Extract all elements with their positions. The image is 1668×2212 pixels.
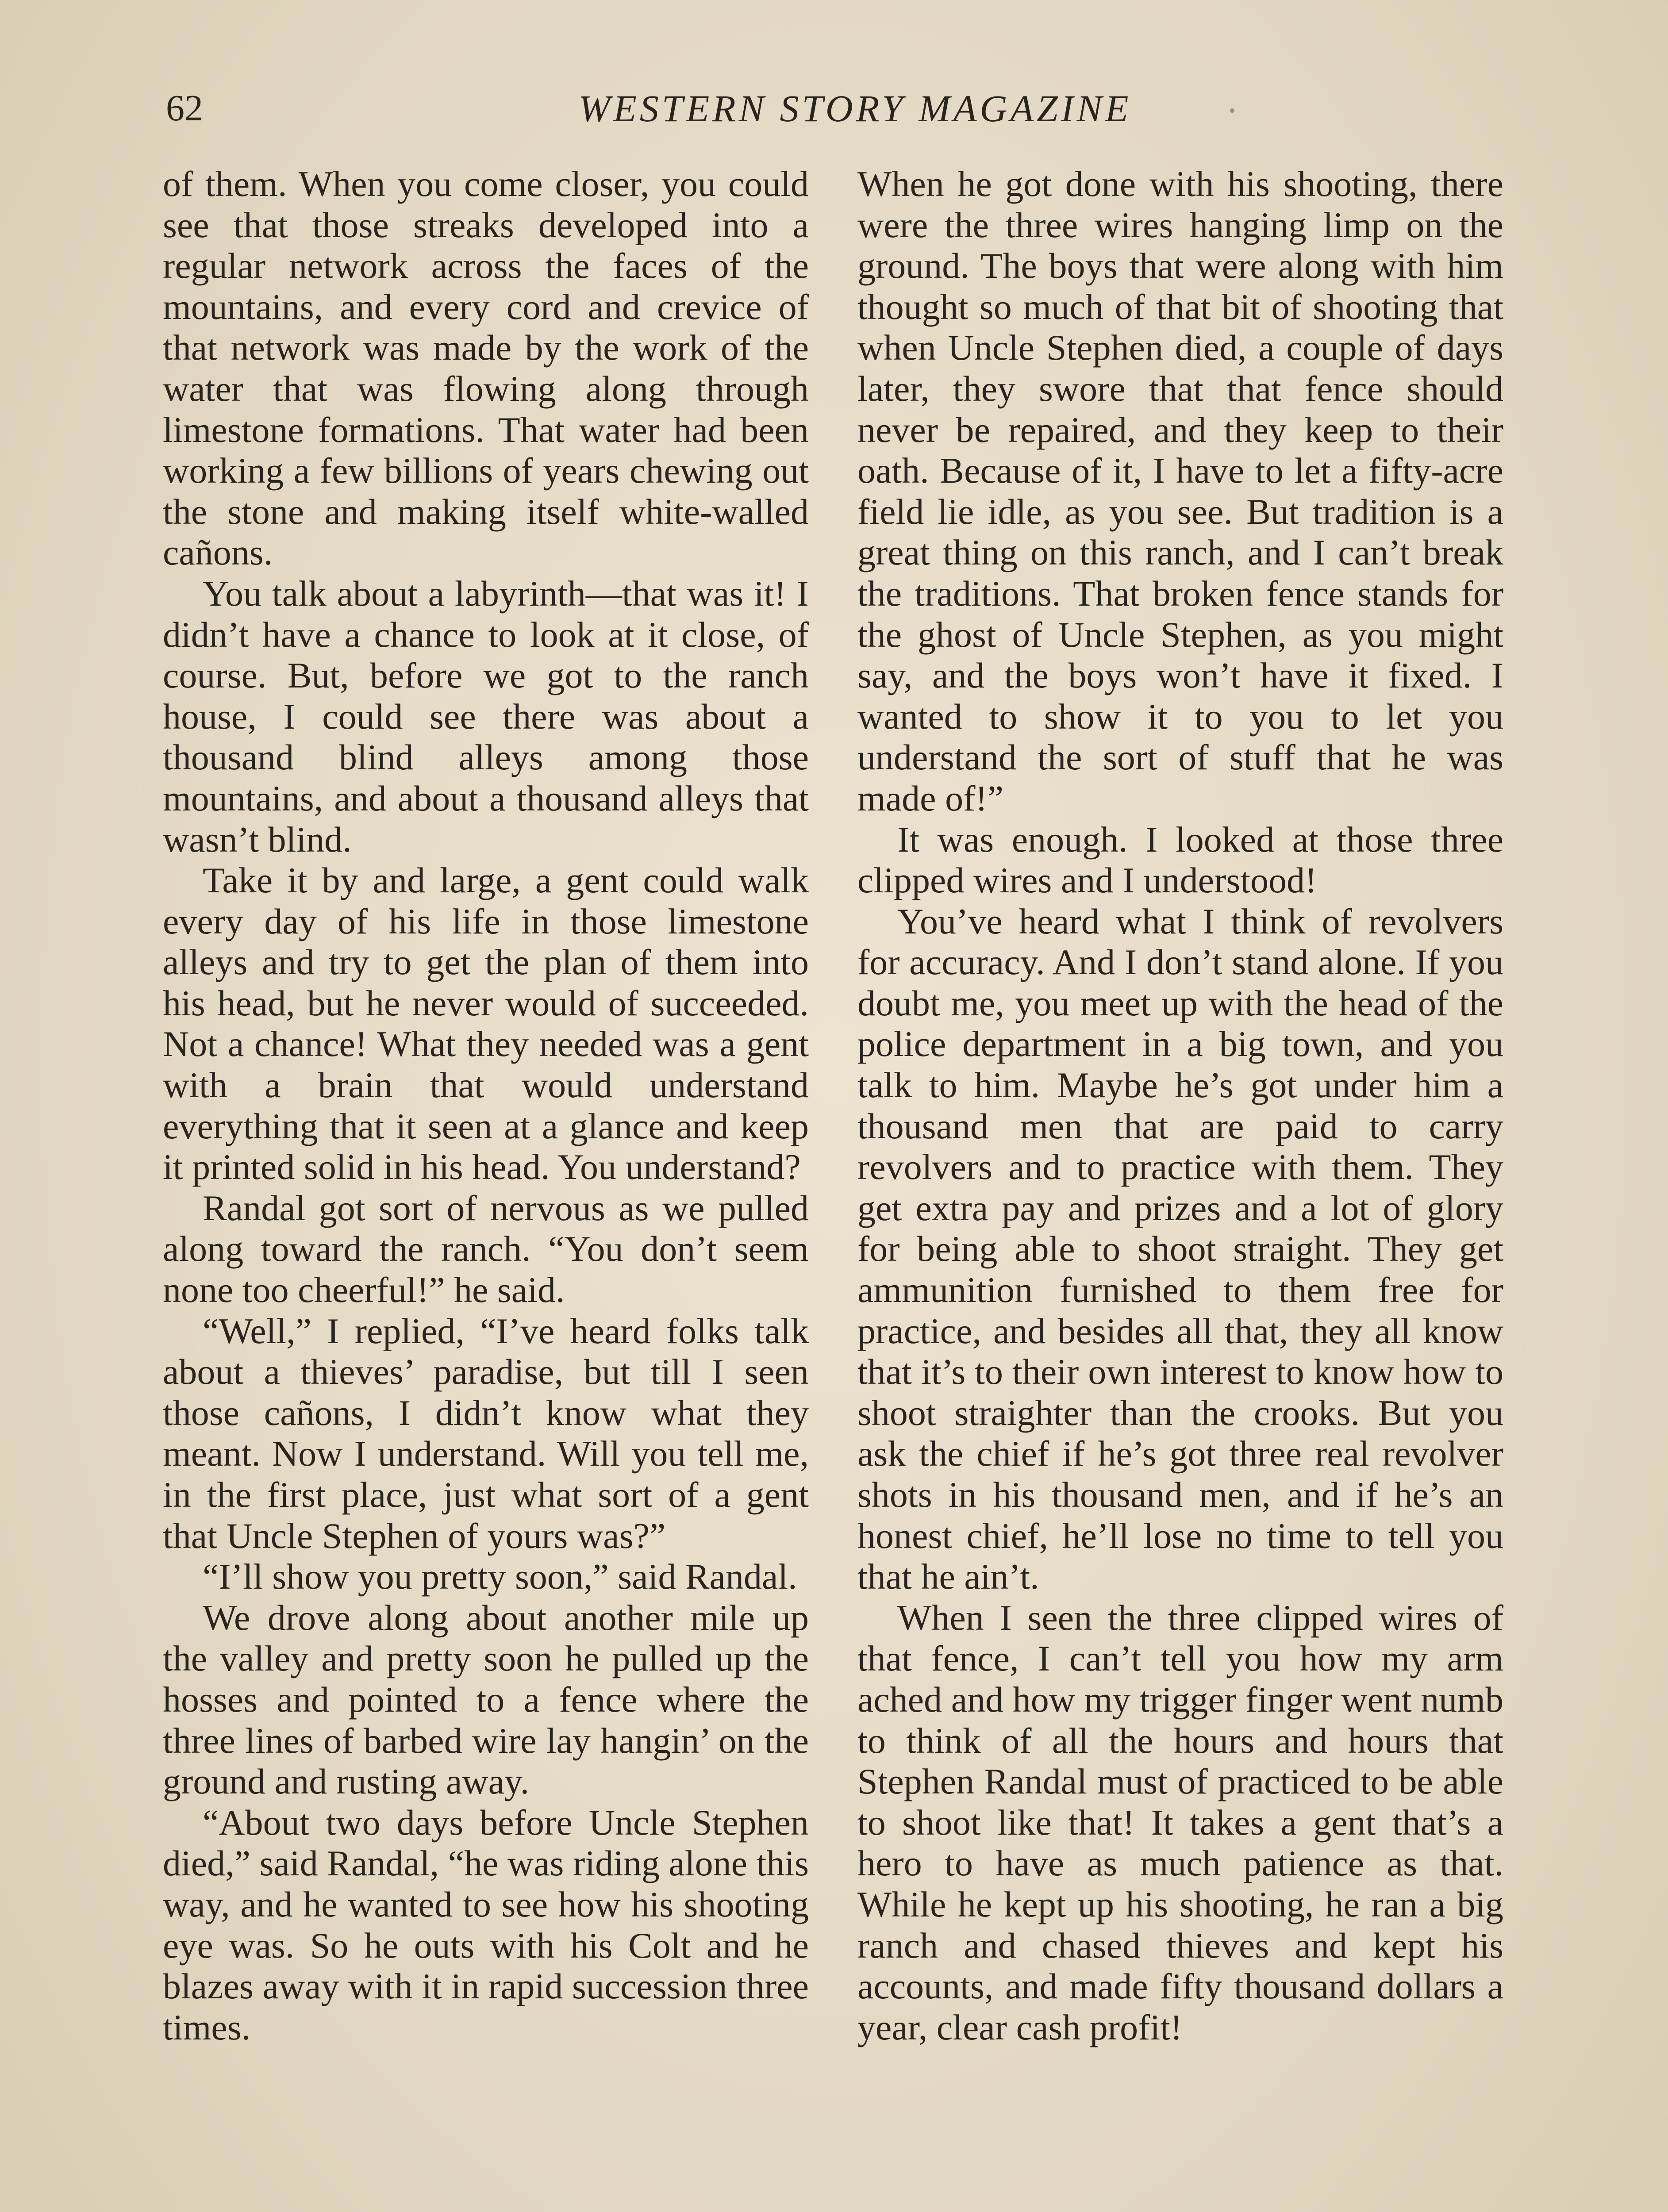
paragraph: “Well,” I replied, “I’ve heard folks talk about a thieves’ paradise, but till I seen those cañons, I didn’t know what they meant. Now I understand. Will you tell me, in the first place, just what sort of a gent that Uncle Stephen of yours was?” bbox=[163, 1310, 809, 1556]
running-title: WESTERN STORY MAGAZINE bbox=[578, 87, 1132, 130]
paragraph: You’ve heard what I think of revolvers for accuracy. And I don’t stand alone. If you doubt me, you meet up with the head of the police department in a big town, and you talk to him. Maybe he’s got under him a thousand men that are paid to carry revolvers and to practice with them. They get extra pay and prizes and a lot of glory for being able to shoot straight. They get ammunition furnished to them free for practice, and besides all that, they all know that it’s to their own interest to know how to shoot straighter than the crooks. But you ask the chief if he’s got three real revolver shots in his thousand men, and if he’s an honest chief, he’ll lose no time to tell you that he ain’t. bbox=[857, 901, 1503, 1597]
paragraph: When I seen the three clipped wires of that fence, I can’t tell you how my arm ached and how my trigger finger went numb to think of all the hours and hours that Stephen Randal must of practiced to be able to shoot like that! It takes a gent that’s a hero to have as much patience as that. While he kept up his shooting, he ran a big ranch and chased thieves and kept his accounts, and made fifty thousand dollars a year, clear cash profit! bbox=[857, 1597, 1503, 2047]
paragraph: It was enough. I looked at those three clipped wires and I understood! bbox=[857, 819, 1503, 901]
paragraph: You talk about a labyrinth—that was it! I didn’t have a chance to look at it close, of course. But, before we got to the ranch house, I could see there was about a thousand blind alleys among those mountains, and about a thousand alleys that wasn’t blind. bbox=[163, 573, 809, 860]
page-number: 62 bbox=[166, 88, 203, 129]
paragraph: We drove along about another mile up the valley and pretty soon he pulled up the hosses and pointed to a fence where the three lines of barbed wire lay hangin’ on the ground and rusting away. bbox=[163, 1597, 809, 1802]
left-text-column bbox=[163, 164, 809, 2048]
paragraph: “I’ll show you pretty soon,” said Randal. bbox=[203, 1556, 797, 1597]
paper-speck bbox=[1230, 108, 1234, 113]
paragraph: of them. When you come closer, you could see that those streaks developed into a regular network across the faces of the mountains, and every cord and crevice of that network was made by the work of the water that was flowing along through limestone formations. That water had been working a few billions of years chewing out the stone and making itself white-walled cañons. bbox=[163, 164, 809, 573]
paragraph: Take it by and large, a gent could walk every day of his life in those limestone alleys and try to get the plan of them into his head, but he never would of succeeded. Not a chance! What they needed was a gent with a brain that would understand everything that it seen at a glance and keep it printed solid in his head. You understand? bbox=[163, 860, 809, 1187]
page-header bbox=[166, 84, 1504, 133]
right-text-column bbox=[857, 164, 1503, 2048]
paragraph: “About two days before Uncle Stephen died,” said Randal, “he was riding alone this way, and he wanted to see how his shooting eye was. So he outs with his Colt and he blazes away with it in rapid succession three times. bbox=[163, 1802, 809, 2047]
paragraph: Randal got sort of nervous as we pulled along toward the ranch. “You don’t seem none too cheerful!” he said. bbox=[163, 1187, 809, 1310]
paragraph: When he got done with his shooting, there were the three wires hanging limp on the ground. The boys that were along with him thought so much of that bit of shooting that when Uncle Stephen died, a couple of days later, they swore that that fence should never be repaired, and they keep to their oath. Because of it, I have to let a fifty-acre field lie idle, as you see. But tradition is a great thing on this ranch, and I can’t break the traditions. That broken fence stands for the ghost of Uncle Stephen, as you might say, and the boys won’t have it fixed. I wanted to show it to you to let you understand the sort of stuff that he was made of!” bbox=[857, 164, 1503, 818]
